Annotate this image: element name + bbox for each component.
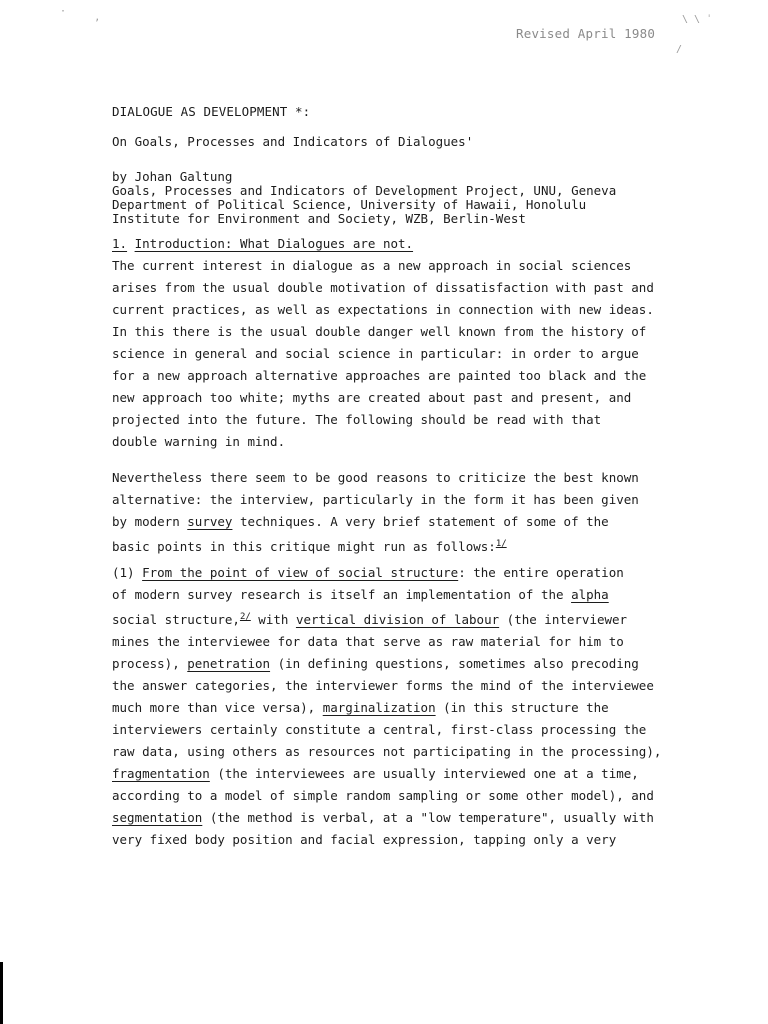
text-run: (the method is verbal, at a "low temperature", usually with (202, 810, 654, 826)
footnote-ref[interactable]: 2/ (239, 612, 251, 622)
text-line: projected into the future. The following should be read with that (112, 412, 602, 427)
text-run: techniques. A very brief statement of some of the (232, 514, 609, 529)
text-line (112, 697, 661, 719)
underlined-term: alpha (571, 587, 609, 602)
text-run: process), (112, 656, 188, 672)
underlined-term: From the point of view of social structure (142, 565, 459, 580)
text-line: The current interest in dialogue as a new approach in social sciences (112, 258, 632, 273)
scan-speck: \ \ ˈ (682, 14, 713, 25)
text-line: science in general and social science in particular: in order to argue (112, 346, 639, 361)
affiliation-3: Institute for Environment and Society, WZB, Berlin-West (112, 211, 526, 226)
text-line: very fixed body position and facial expression, tapping only a very (112, 832, 617, 848)
text-line: current practices, as well as expectations in connection with new ideas. (112, 302, 654, 317)
section-title: Introduction: What Dialogues are not. (134, 236, 414, 251)
text-line (112, 511, 639, 533)
text-line: according to a model of simple random sampling or some other model), and (112, 788, 654, 804)
section-number: 1. (112, 236, 128, 251)
revision-date: Revised April 1980 (516, 26, 656, 41)
scan-edge-mark (0, 962, 3, 1024)
affiliation-2: Department of Political Science, University of Hawaii, Honolulu (112, 197, 587, 212)
scan-speck: · (60, 6, 67, 17)
underlined-term: segmentation (112, 810, 203, 826)
text-run: with (250, 612, 296, 628)
paragraph-2 (112, 467, 639, 558)
affiliation-1: Goals, Processes and Indicators of Development Project, UNU, Geneva (112, 183, 617, 198)
scan-speck: ʼ (94, 18, 101, 29)
text-line (112, 606, 661, 631)
text-run: (1) (112, 565, 143, 580)
underlined-term: fragmentation (112, 766, 210, 782)
text-line: In this there is the usual double danger well known from the history of (112, 324, 647, 339)
underlined-term: survey (187, 514, 233, 529)
text-run: (in defining questions, sometimes also precoding (270, 656, 639, 672)
text-run: : the entire operation (458, 565, 624, 580)
text-line: mines the interviewee for data that serve as raw material for him to (112, 634, 624, 650)
scan-speck: / (676, 44, 683, 55)
text-run: of modern survey research is itself an implementation of the (112, 587, 572, 602)
underlined-term: vertical division of labour (295, 612, 500, 628)
byline: by Johan Galtung (112, 169, 233, 184)
text-run: by modern (112, 514, 188, 529)
text-run: social structure, (112, 612, 240, 628)
text-line: for a new approach alternative approaches are painted too black and the (112, 368, 647, 383)
text-run: much more than vice versa), (112, 700, 323, 716)
text-run: (in this structure the (435, 700, 609, 716)
text-line: double warning in mind. (112, 434, 286, 449)
underlined-term: penetration (187, 656, 271, 672)
text-run: (the interviewees are usually interviewed one at a time, (209, 766, 639, 782)
text-line (112, 584, 661, 606)
text-line (112, 562, 661, 584)
text-line: new approach too white; myths are created about past and present, and (112, 390, 632, 405)
text-line (112, 763, 661, 785)
text-line: alternative: the interview, particularly in the form it has been given (112, 492, 639, 507)
text-line: raw data, using others as resources not participating in the processing), (112, 744, 662, 760)
author-block (112, 170, 616, 226)
text-line: arises from the usual double motivation of dissatisfaction with past and (112, 280, 654, 295)
document-subtitle: On Goals, Processes and Indicators of Dialogues' (112, 134, 474, 149)
document-title: DIALOGUE AS DEVELOPMENT *: (112, 104, 311, 119)
paragraph-1 (112, 255, 654, 453)
paragraph-3 (112, 562, 661, 851)
text-line (112, 533, 639, 558)
text-line (112, 653, 661, 675)
text-line: interviewers certainly constitute a central, first-class processing the (112, 722, 647, 738)
text-line: Nevertheless there seem to be good reasons to criticize the best known (112, 470, 639, 485)
text-run: basic points in this critique might run as follows: (112, 539, 496, 555)
text-run: (the interviewer (499, 612, 628, 628)
text-line: the answer categories, the interviewer forms the mind of the interviewee (112, 678, 654, 694)
text-line (112, 807, 661, 829)
underlined-term: marginalization (322, 700, 436, 716)
section-heading (112, 236, 413, 251)
footnote-ref[interactable]: 1/ (495, 539, 507, 549)
